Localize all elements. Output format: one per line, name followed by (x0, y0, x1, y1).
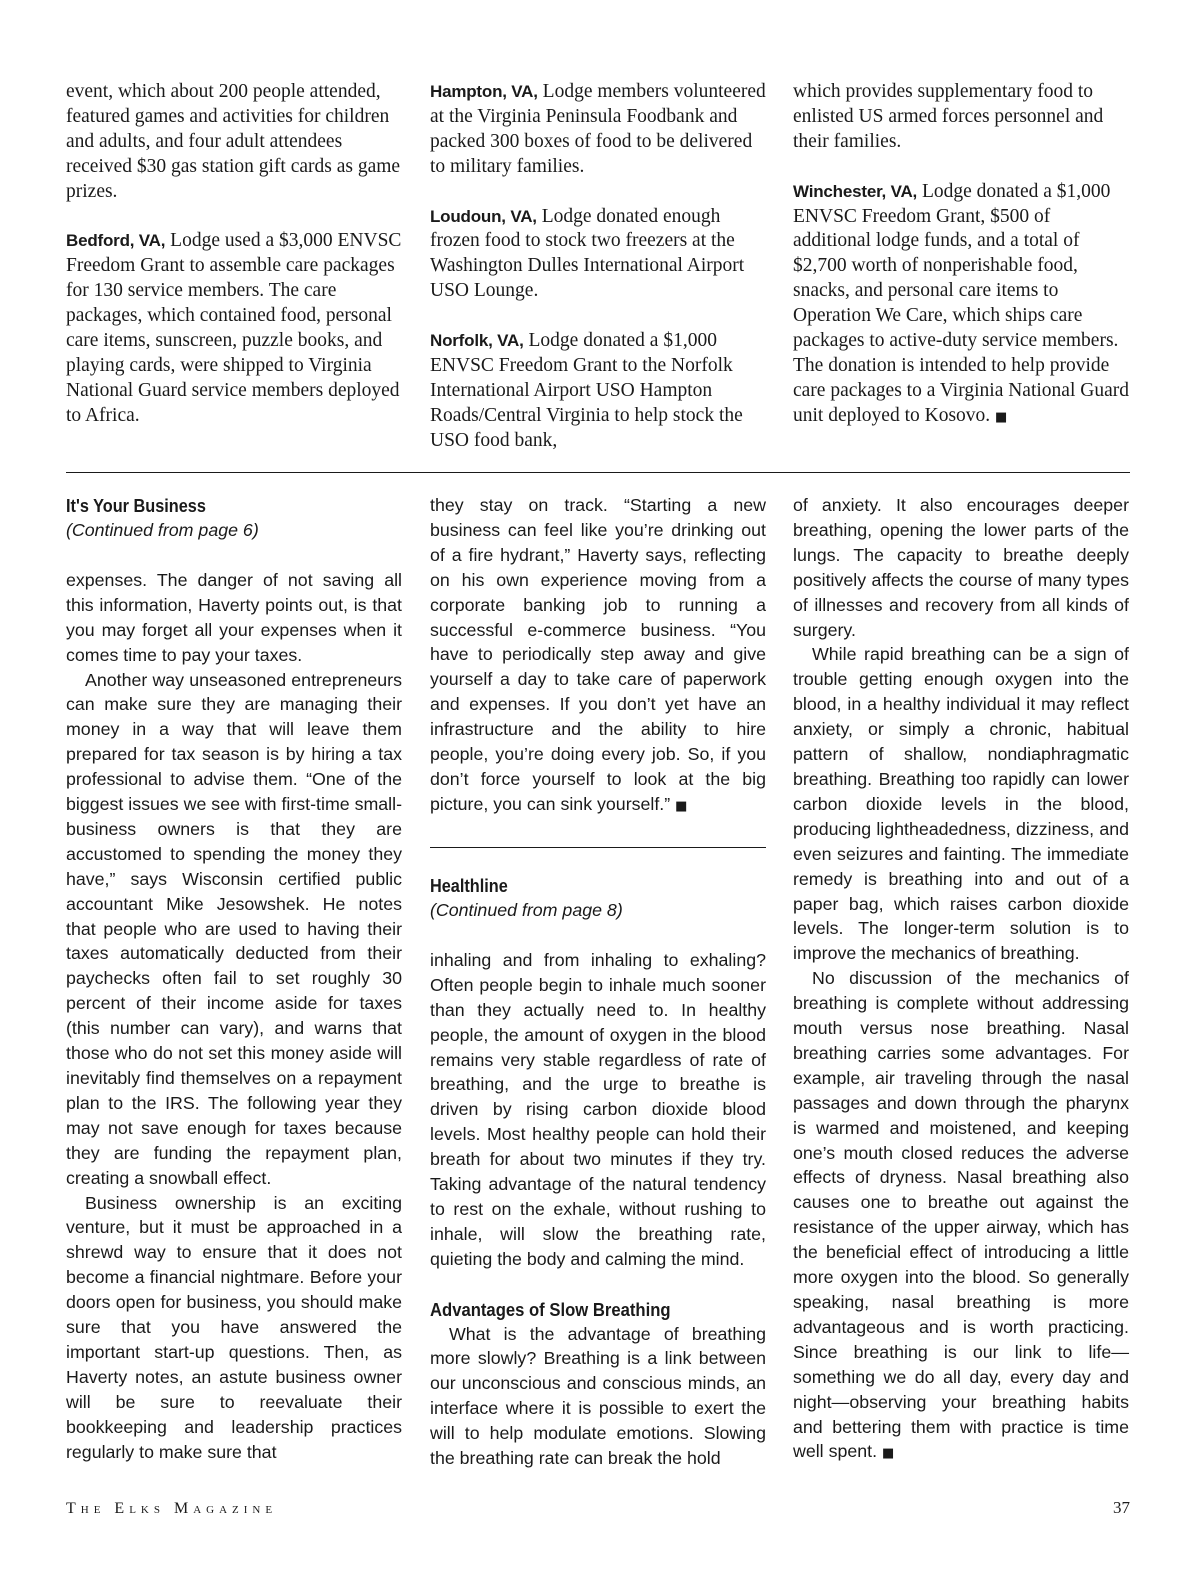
winchester-lead: Winchester, VA, (793, 181, 918, 201)
winchester-entry (793, 180, 1129, 431)
business-paragraph-4 (430, 493, 766, 820)
healthline-paragraph-4: While rapid breathing can be a sign of trouble getting enough oxygen into the blood, in a healthy individual it may reflect anxiety, or simply a chronic, habitual pattern of shallow, nondiaphragmatic breathing. Breathing too rapidly can lower carbon dioxide levels in the blood, producing lightheadedness, dizziness, and even seizures and fainting. The immediate remedy is breathing into and out of a paper bag, which raises carbon dioxide levels. The longer-term solution is to improve the mechanics of breathing. (793, 644, 1129, 964)
business-continued: (Continued from page 6) (66, 520, 259, 540)
magazine-name-text: The Elks Magazine (66, 1500, 278, 1517)
top-column-2 (430, 80, 768, 454)
top-column-1 (66, 80, 402, 429)
norfolk-text: Lodge donated a $1,000 ENVSC Freedom Grant to the Norfolk International Airport USO Hampton Roads/Central Virginia to help stock the USO food bank, (430, 330, 743, 451)
end-mark-icon: ■ (675, 798, 688, 814)
hampton-entry (430, 80, 768, 180)
loudoun-text: Lodge donated enough frozen food to stock two freezers at the Washington Dulles International Airport USO Lounge. (430, 205, 745, 302)
bedford-lead: Bedford, VA, (66, 231, 166, 251)
bedford-text: Lodge used a $3,000 ENVSC Freedom Grant to assemble care packages for 130 service members. The care packages, which contained food, personal care items, sunscreen, puzzle books, and playing cards, were shipped to Virginia National Guard service members deployed to Africa. (66, 230, 402, 426)
top-col3-paragraph: which provides supplementary food to enlisted US armed forces personnel and their families. (793, 81, 1104, 152)
healthline-divider (430, 847, 766, 848)
business-column-2 (430, 493, 766, 820)
business-paragraph-1: expenses. The danger of not saving all this information, Haverty points out, is that you may forget all your expenses when it comes time to pay your taxes. (66, 569, 402, 665)
healthline-paragraph-5 (793, 966, 1129, 1467)
healthline-column-2 (430, 873, 766, 1471)
business-paragraph-2: Another way unseasoned entrepreneurs can make sure they are managing their money in a way that will leave them prepared for tax season is by hiring a tax professional to advise them. “One of the biggest issues we see with first-time small-business owners is that they are accustomed to spending the money they have,” says Wisconsin certified public accountant Mike Jesowshek. He notes that people who are used to having their taxes automatically deducted from their paychecks often fail to set roughly 30 percent of their income aside for taxes (this number can vary), and warns that those who do not set this money aside will inevitably find themselves on a repayment plan to the IRS. The following year they may not save enough for taxes because they are funding the repayment plan, creating a snowball effect. (66, 669, 402, 1188)
healthline-paragraph-5-text: No discussion of the mechanics of breathing is complete without addressing mouth versus nose breathing. Nasal breathing carries some advantages. For example, air traveling through the nasal passages and down through the pharynx is warmed and moistened, and keeping one’s mouth closed reduces the adverse effects of dryness. Nasal breathing also causes one to breathe out against the resistance of the upper airway, which has the beneficial effect of introducing a little more oxygen into the blood. So generally speaking, nasal breathing is more advantageous and is worth practicing. Since breathing is our link to life—something we do all day, every day and night—observing your breathing habits and bettering them with practice is time well spent. (793, 968, 1129, 1462)
healthline-paragraph-3: of anxiety. It also encourages deeper breathing, opening the lower parts of the lungs. The capacity to breathe deeply positively affects the course of many types of illnesses and recovery from all kinds of surgery. (793, 495, 1129, 640)
end-mark-icon: ■ (881, 1446, 895, 1462)
norfolk-entry (430, 329, 768, 454)
healthline-paragraph-2: What is the advantage of breathing more slowly? Breathing is a link between our unconscious and conscious minds, an interface where it is possible to exert the will to help modulate emotions. Slowing the breathing rate can break the hold (430, 1323, 766, 1469)
loudoun-lead: Loudoun, VA, (430, 206, 537, 226)
business-column-1 (66, 493, 402, 1465)
hampton-lead: Hampton, VA, (430, 82, 538, 101)
business-title: It's Your Business (66, 495, 206, 516)
healthline-paragraph-1: inhaling and from inhaling to exhaling? Often people begin to inhale much sooner than they actually need to. In healthy people, the amount of oxygen in the blood remains very stable regardless of rate of breathing, and the urge to breathe is driven by rising carbon dioxide blood levels. Most healthy people can hold their breath for about two minutes if they try. Taking advantage of the natural tendency to rest on the exhale, without rushing to inhale, will slow the breathing rate, quieting the body and calming the mind. (430, 949, 766, 1269)
healthline-subhead: Advantages of Slow Breathing (430, 1298, 671, 1320)
loudoun-entry (430, 205, 768, 305)
winchester-text: Lodge donated a $1,000 ENVSC Freedom Grant, $500 of additional lodge funds, and a total of $2,700 worth of nonperishable food, snacks, and personal care items to Operation We Care, which ships care packages to active-duty service members. The donation is intended to help provide care packages to a Virginia National Guard unit deployed to Kosovo. (793, 180, 1129, 426)
top-column-3 (793, 80, 1129, 431)
norfolk-lead: Norfolk, VA, (430, 331, 524, 351)
end-mark-icon: ■ (995, 409, 1008, 425)
business-paragraph-3: Business ownership is an exciting venture, but it must be approached in a shrewd way to ensure that it does not become a financial nightmare. Before your doors open for business, you should make sure that you have answered the important start-up questions. Then, as Haverty notes, an astute business owner will be sure to reevaluate their bookkeeping and leadership practices regularly to make sure that (66, 1192, 402, 1462)
section-divider (66, 472, 1130, 473)
hampton-text: Lodge members volunteered at the Virginia Peninsula Foodbank and packed 300 boxes of food to be delivered to military families. (430, 81, 766, 177)
page-number: 37 (1113, 1498, 1130, 1517)
healthline-continued: (Continued from page 8) (430, 900, 623, 920)
bedford-entry (66, 229, 402, 428)
magazine-name (66, 1500, 277, 1518)
healthline-title: Healthline (430, 875, 508, 896)
healthline-column-3 (793, 493, 1129, 1467)
business-paragraph-4-text: they stay on track. “Starting a new business can feel like you’re drinking out of a fire hydrant,” Haverty says, reflecting on his own experience moving from a corporate banking job to running a successful e-commerce business. “You have to periodically step away and give yourself a day to take care of paperwork and expenses. If you don’t yet have an infrastructure and the ability to hire people, you’re doing every job. So, if you don’t force yourself to look at the big picture, you can sink yourself.” (430, 495, 766, 814)
top-col1-paragraph: event, which about 200 people attended, featured games and activities for children and adults, and four adult attendees received $30 gas station gift cards as game prizes. (66, 81, 401, 202)
